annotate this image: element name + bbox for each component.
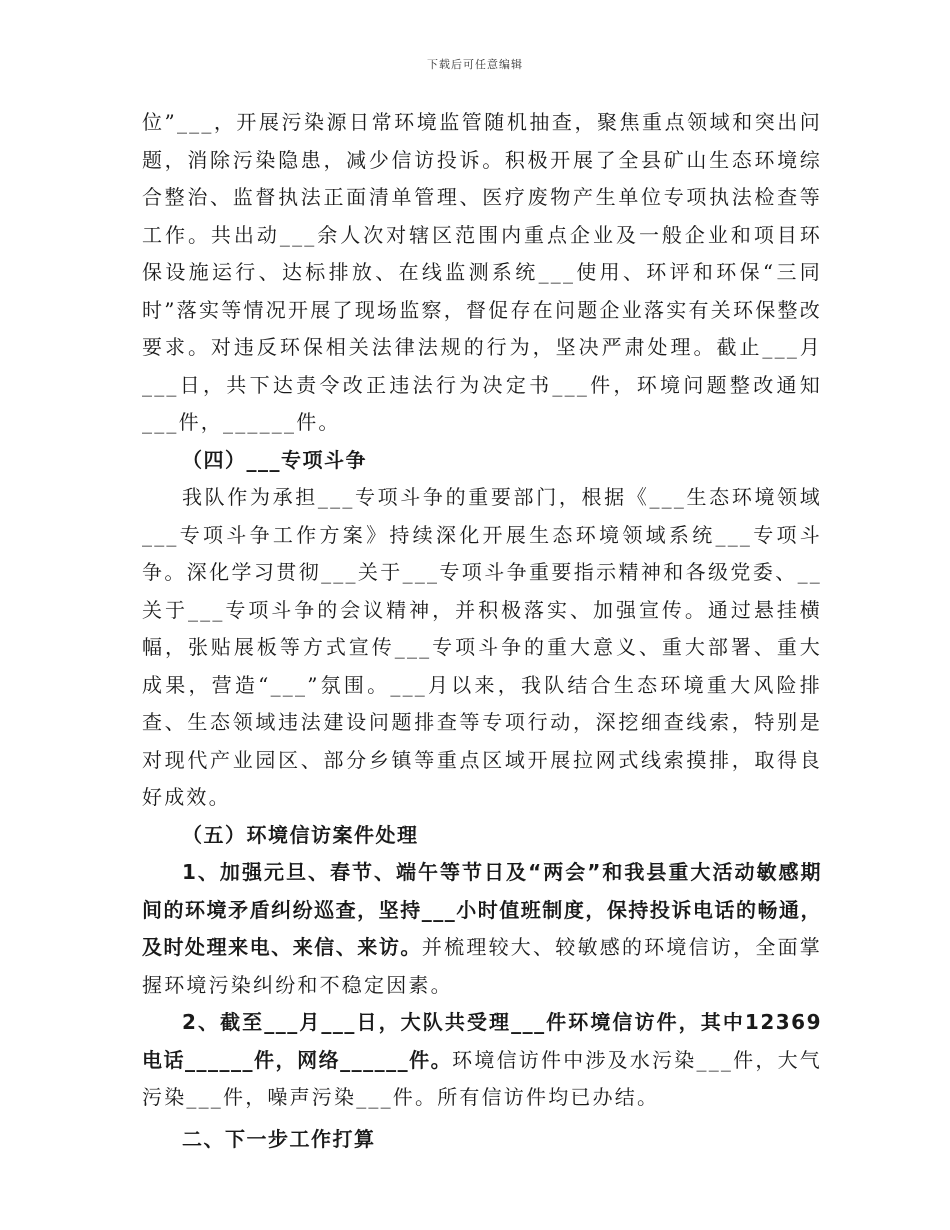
paragraph-special-campaign: 我队作为承担___专项斗争的重要部门，根据《___生态环境领域___专项斗争工作方案》持续深化开展生态环境领域系统___专项斗争。深化学习贯彻___关于___专项斗争重要指示精神和各级党委、__关于___专项斗争的会议精神，并积极落实、加强宣传。通过悬挂横幅，张贴展板等方式宣传___专项斗争的重大意义、重大部署、重大成果，营造“___”氛围。___月以来，我队结合生态环境重大风险排查、生态领域违法建设问题排查等专项行动，深挖细查线索，特别是对现代产业园区、部分乡镇等重点区域开展拉网式线索摸排，取得良好成效。 — [142, 485, 822, 809]
paragraph-statistics — [142, 1004, 822, 1117]
paragraph-statistics-normal: 环境信访件中涉及水污染___件，大气污染___件，噪声污染___件。所有信访件均已办结。 — [142, 1047, 822, 1109]
paragraph-patrol-normal: 并梳理较大、较敏感的环境信访，全面掌握环境污染纠纷和不稳定因素。 — [142, 935, 822, 997]
paragraph-patrol — [142, 854, 822, 1004]
paragraph-statistics-bold: 2、截至___月___日，大队共受理___件环境信访件，其中12369电话______件，网络______件。 — [142, 1010, 822, 1072]
paragraph-inspection: 位”___，开展污染源日常环境监管随机抽查，聚焦重点领域和突出问题，消除污染隐患，减少信访投诉。积极开展了全县矿山生态环境综合整治、监督执法正面清单管理、医疗废物产生单位专项执法检查等工作。共出动___余人次对辖区范围内重点企业及一般企业和项目环保设施运行、达标排放、在线监测系统___使用、环评和环保“三同时”落实等情况开展了现场监察，督促存在问题企业落实有关环保整改要求。对违反环保相关法律法规的行为，坚决严肃处理。截止___月___日，共下达责令改正违法行为决定书___件，环境问题整改通知___件，______件。 — [142, 110, 822, 434]
heading-next-steps: 二、下一步工作打算 — [182, 1126, 376, 1151]
page-header-note: 下载后可任意编辑 — [427, 58, 523, 71]
heading-special-campaign: （四）___专项斗争 — [182, 447, 367, 472]
document-body — [142, 104, 822, 1158]
heading-petition-handling: （五）环境信访案件处理 — [182, 822, 419, 847]
paragraph-patrol-bold: 1、加强元旦、春节、端午等节日及“两会”和我县重大活动敏感期间的环境矛盾纠纷巡查，坚持___小时值班制度，保持投诉电话的畅通，及时处理来电、来信、来访。 — [142, 860, 822, 959]
